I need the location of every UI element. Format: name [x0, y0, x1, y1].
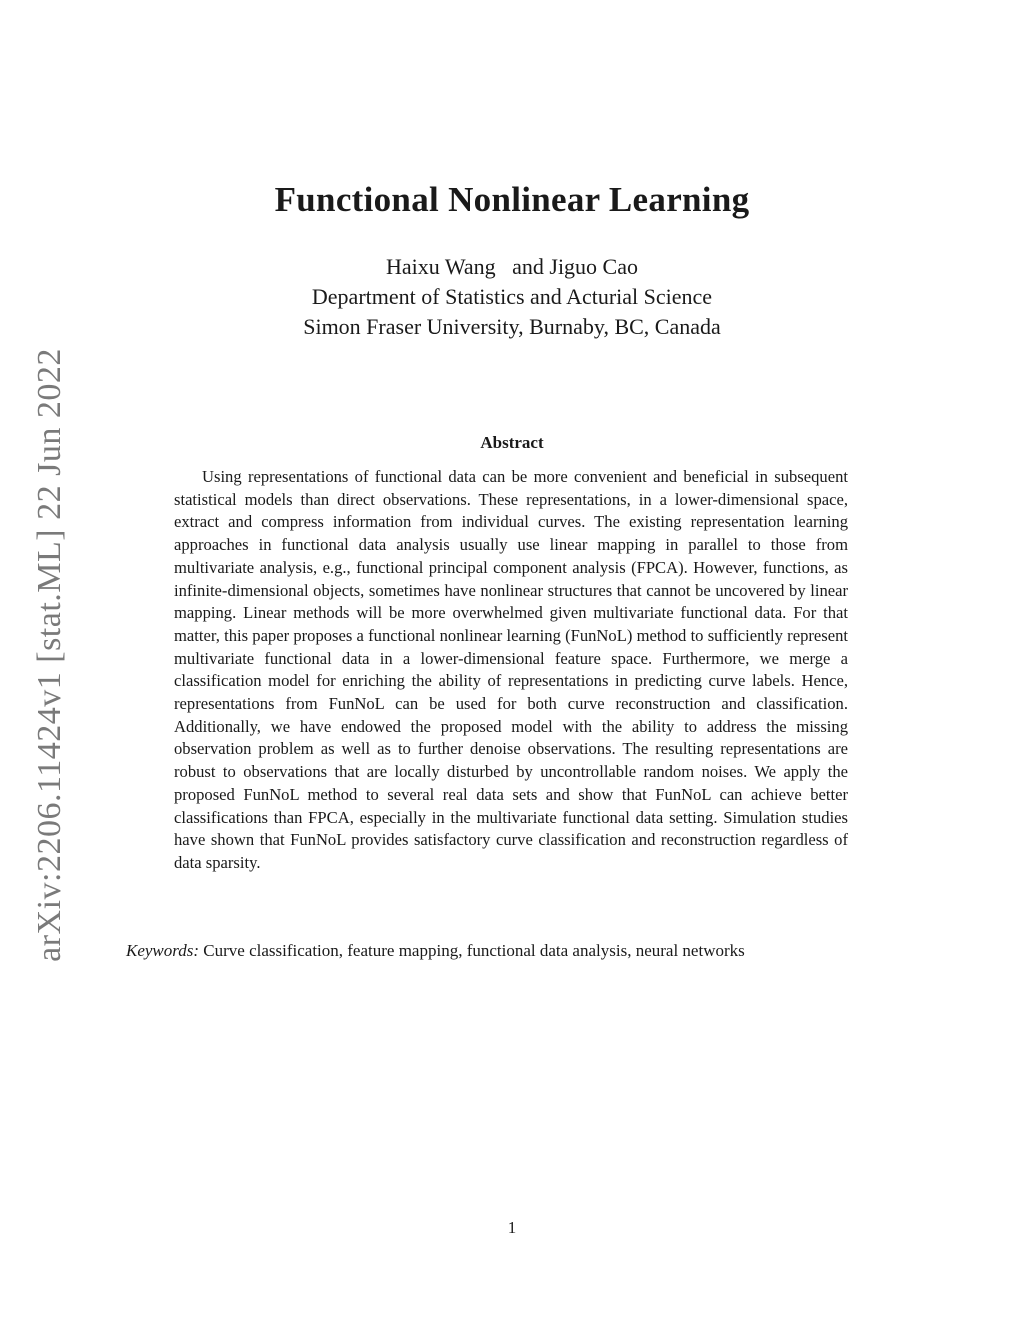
- keywords-text: Curve classification, feature mapping, functional data analysis, neural networks: [203, 941, 745, 960]
- author-affiliation: Simon Fraser University, Burnaby, BC, Canada: [303, 314, 721, 339]
- author-names: Haixu Wang and Jiguo Cao: [385, 254, 638, 279]
- abstract-heading: Abstract: [480, 433, 544, 452]
- keywords-label: Keywords:: [126, 941, 200, 960]
- author-block: [0, 252, 1024, 342]
- arxiv-identifier-stamp: arXiv:2206.11424v1 [stat.ML] 22 Jun 2022: [31, 348, 68, 962]
- keywords-line: [126, 941, 906, 961]
- author-department: Department of Statistics and Acturial Science: [311, 284, 713, 309]
- paper-title: Functional Nonlinear Learning: [274, 180, 750, 219]
- page-number: 1: [507, 1218, 517, 1237]
- abstract-body: Using representations of functional data can be more convenient and beneficial in subsequent statistical models than direct observations. These representations, in a lower-dimensional space, extract and compress information from individual curves. The existing representation learning approaches in functional data analysis usually use linear mapping in parallel to those from multivariate analysis, e.g., functional principal component analysis (FPCA). However, functions, as infinite-dimensional objects, sometimes have nonlinear structures that cannot be uncovered by linear mapping. Linear methods will be more overwhelmed given multivariate functional data. For that matter, this paper proposes a functional nonlinear learning (FunNoL) method to sufficiently represent multivariate functional data in a lower-dimensional feature space. Furthermore, we merge a classification model for enriching the ability of representations in predicting curve labels. Hence, representations from FunNoL can be used for both curve reconstruction and classification. Additionally, we have endowed the proposed model with the ability to address the missing observation problem as well as to further denoise observations. The resulting representations are robust to observations that are locally disturbed by uncontrollable random noises. We apply the proposed FunNoL method to several real data sets and show that FunNoL can achieve better classifications than FPCA, especially in the multivariate functional data setting. Simulation studies have shown that FunNoL provides satisfactory curve classification and reconstruction regardless of data sparsity.: [174, 467, 848, 872]
